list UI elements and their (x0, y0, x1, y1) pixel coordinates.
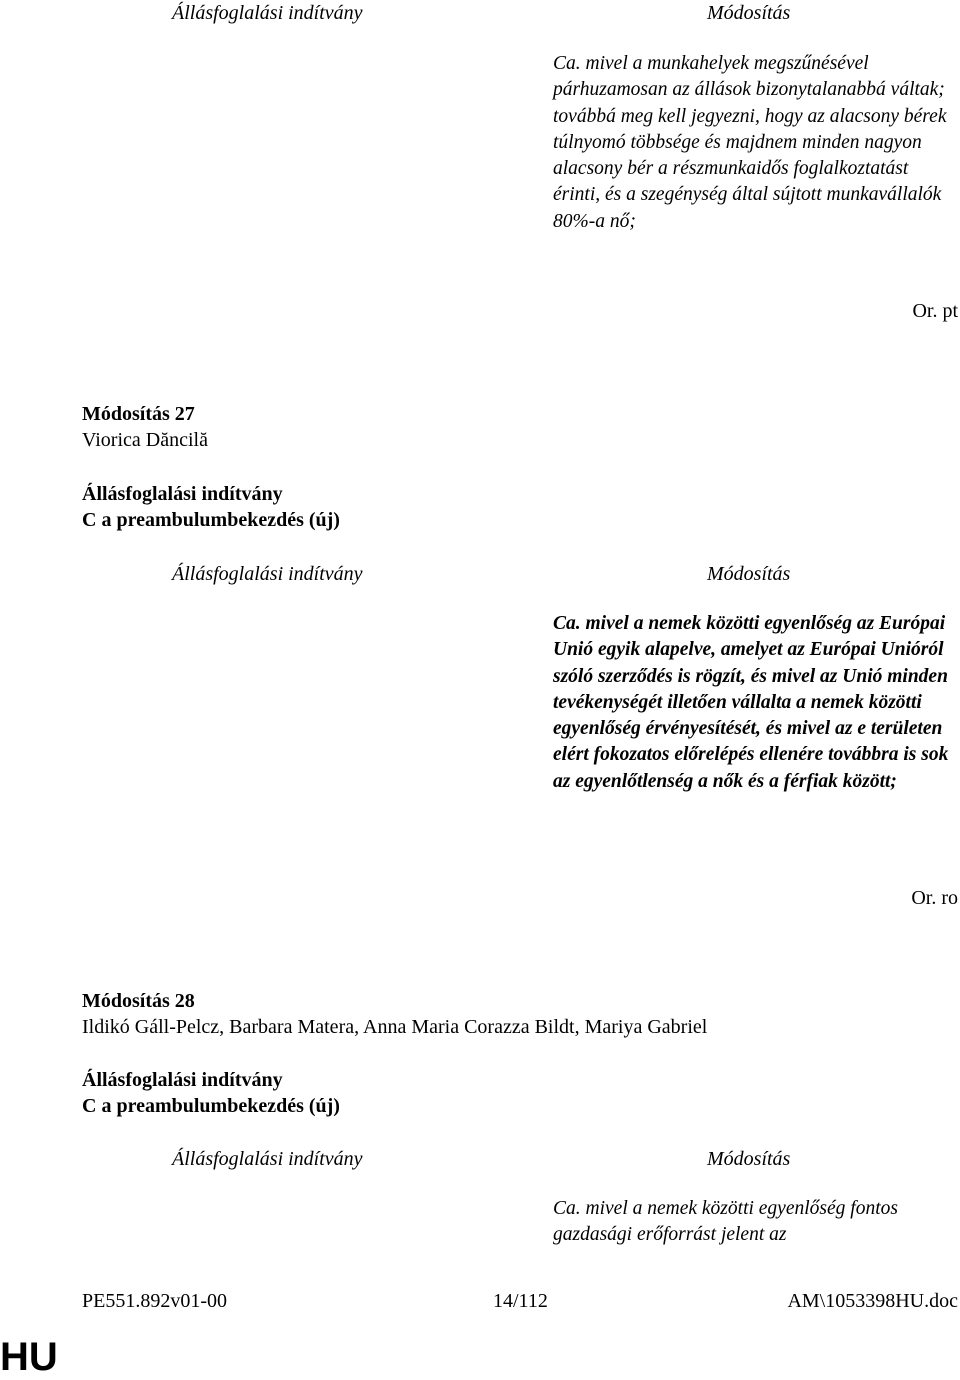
amendment-author: Viorica Dăncilă (82, 429, 208, 451)
recital-reference: C a preambulumbekezdés (új) (82, 1095, 340, 1117)
file-reference: AM\1053398HU.doc (787, 1290, 958, 1312)
amendment-27-reference (82, 481, 340, 533)
original-language: Or. pt (912, 300, 958, 322)
page-number: 14/112 (493, 1290, 548, 1312)
right-column-header: Módosítás (707, 2, 791, 24)
right-column-header: Módosítás (707, 563, 791, 585)
document-type: Állásfoglalási indítvány (82, 483, 283, 505)
language-code: HU (0, 1335, 58, 1379)
left-column-header: Állásfoglalási indítvány (172, 1148, 363, 1170)
left-column-header: Állásfoglalási indítvány (172, 563, 363, 585)
recital-reference: C a preambulumbekezdés (új) (82, 509, 340, 531)
amendment-27-heading (82, 401, 208, 453)
amendment-text: Ca. mivel a nemek közötti egyenlőség fontos gazdasági erőforrást jelent az (553, 1198, 898, 1246)
left-column-header: Állásfoglalási indítvány (172, 2, 363, 24)
amendment-28-reference (82, 1067, 340, 1119)
original-language: Or. ro (911, 887, 958, 909)
amendment-title: Módosítás 28 (82, 990, 195, 1012)
document-type: Állásfoglalási indítvány (82, 1069, 283, 1091)
document-reference: PE551.892v01-00 (82, 1290, 227, 1312)
amendment-title: Módosítás 27 (82, 403, 195, 425)
amendment-text: Ca. mivel a nemek közötti egyenlőség az Európai Unió egyik alapelve, amelyet az Európai Unióról szóló szerződés is rögzít, és mivel az Unió minden tevékenységét illetően vállalta a nemek közötti egyenlőség érvényesítését, és mivel az e területen elért fokozatos előrelépés ellenére továbbra is sok az egyenlőtlenség a nők és a férfiak között; (553, 613, 949, 792)
amendment-28-heading (82, 988, 707, 1040)
right-column-header: Módosítás (707, 1148, 791, 1170)
amendment-authors: Ildikó Gáll-Pelcz, Barbara Matera, Anna Maria Corazza Bildt, Mariya Gabriel (82, 1016, 708, 1038)
amendment-text: Ca. mivel a munkahelyek megszűnésével párhuzamosan az állások bizonytalanabbá váltak; továbbá meg kell jegyezni, hogy az alacsony bérek túlnyomó többsége és majdnem minden nagyon alacsony bér a részmunkaidős foglalkoztatást érinti, és a szegénység által sújtott munkavállalók 80%-a nő; (553, 53, 947, 232)
